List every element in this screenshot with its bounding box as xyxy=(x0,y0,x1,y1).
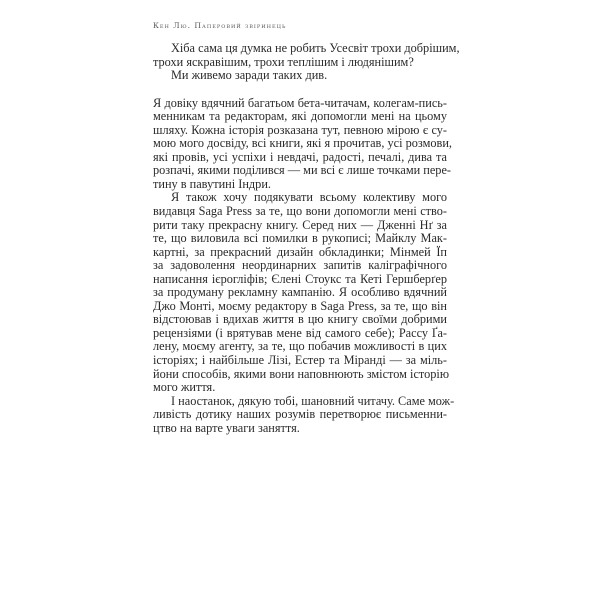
text-line: рити таку прекрасну книгу. Серед них — Дженні Нґ за xyxy=(153,217,447,232)
text-line: ливість дотику наших розумів перетворює письменни- xyxy=(153,407,447,422)
text-line: лену, моєму агенту, за те, що побачив можливості в цих xyxy=(153,339,447,354)
text-line: Джо Монті, моєму редактору в Saga Press, за те, що він xyxy=(153,298,447,313)
text-line: за продуману рекламну кампанію. Я особливо вдячний xyxy=(153,285,447,300)
paragraph-4 xyxy=(153,190,450,395)
text-line: мого життя. xyxy=(153,380,216,395)
text-line: шляху. Кожна історія розказана тут, певною мірою є су- xyxy=(153,122,447,137)
paragraph-3 xyxy=(153,95,452,192)
text-line: тину в павутині Індри. xyxy=(153,176,271,191)
text-line: Я довіку вдячний багатьом бета-читачам, колегам-пись- xyxy=(153,95,447,110)
text-line: за задоволення неординарних запитів каліграфічного xyxy=(153,258,447,273)
text-line: які провів, усі успіхи і невдачі, радості, печалі, дива та xyxy=(153,149,447,164)
text-line: Я також хочу подякувати всьому колективу мого xyxy=(171,190,447,205)
paragraph-1 xyxy=(153,41,460,69)
running-head: Кен Лю. Паперовий звіринець xyxy=(153,21,287,30)
text-line: трохи яскравішим, трохи теплішим і людянішим? xyxy=(153,54,414,69)
text-line: розпачі, якими поділився — ми всі є лише точками пере- xyxy=(153,163,451,178)
paragraph-5 xyxy=(153,393,455,436)
text-line: написання ієрогліфів; Єлені Стоукс та Кеті Гершберґер xyxy=(153,271,447,286)
text-line: Хіба сама ця думка не робить Усесвіт трохи добрішим, xyxy=(171,41,460,55)
text-line: менникам та редакторам, які допомогли мені на цьому xyxy=(153,109,447,124)
text-line: І наостанок, дякую тобі, шановний читачу. Саме мож- xyxy=(171,393,455,408)
text-line: видавця Saga Press за те, що вони допомогли мені ство- xyxy=(153,204,447,219)
paragraph-2 xyxy=(153,69,447,83)
text-line: рецензіями (і врятував мене від самого себе); Рассу Ґа- xyxy=(153,325,447,340)
text-line: цтво на варте уваги заняття. xyxy=(153,420,300,435)
text-line: відстоював і вдихав життя в цю книгу своїми добрими xyxy=(153,312,447,327)
text-line: мою мого досвіду, всі книги, які я прочитав, усі розмови, xyxy=(153,136,452,151)
body-text xyxy=(153,41,460,435)
section-gap xyxy=(153,83,447,97)
text-line: картні, за прекрасний дизайн обкладинки; Мінмей Їп xyxy=(153,244,447,259)
text-line: те, що виловила всі помилки в рукописі; Майклу Мак- xyxy=(153,231,447,246)
text-line: історіях; і найбільше Лізі, Естер та Міранді — за міль- xyxy=(153,353,447,368)
text-line: йони способів, якими вони наповнюють змістом історію xyxy=(153,366,450,381)
text-line: Ми живемо заради таких див. xyxy=(171,68,328,83)
